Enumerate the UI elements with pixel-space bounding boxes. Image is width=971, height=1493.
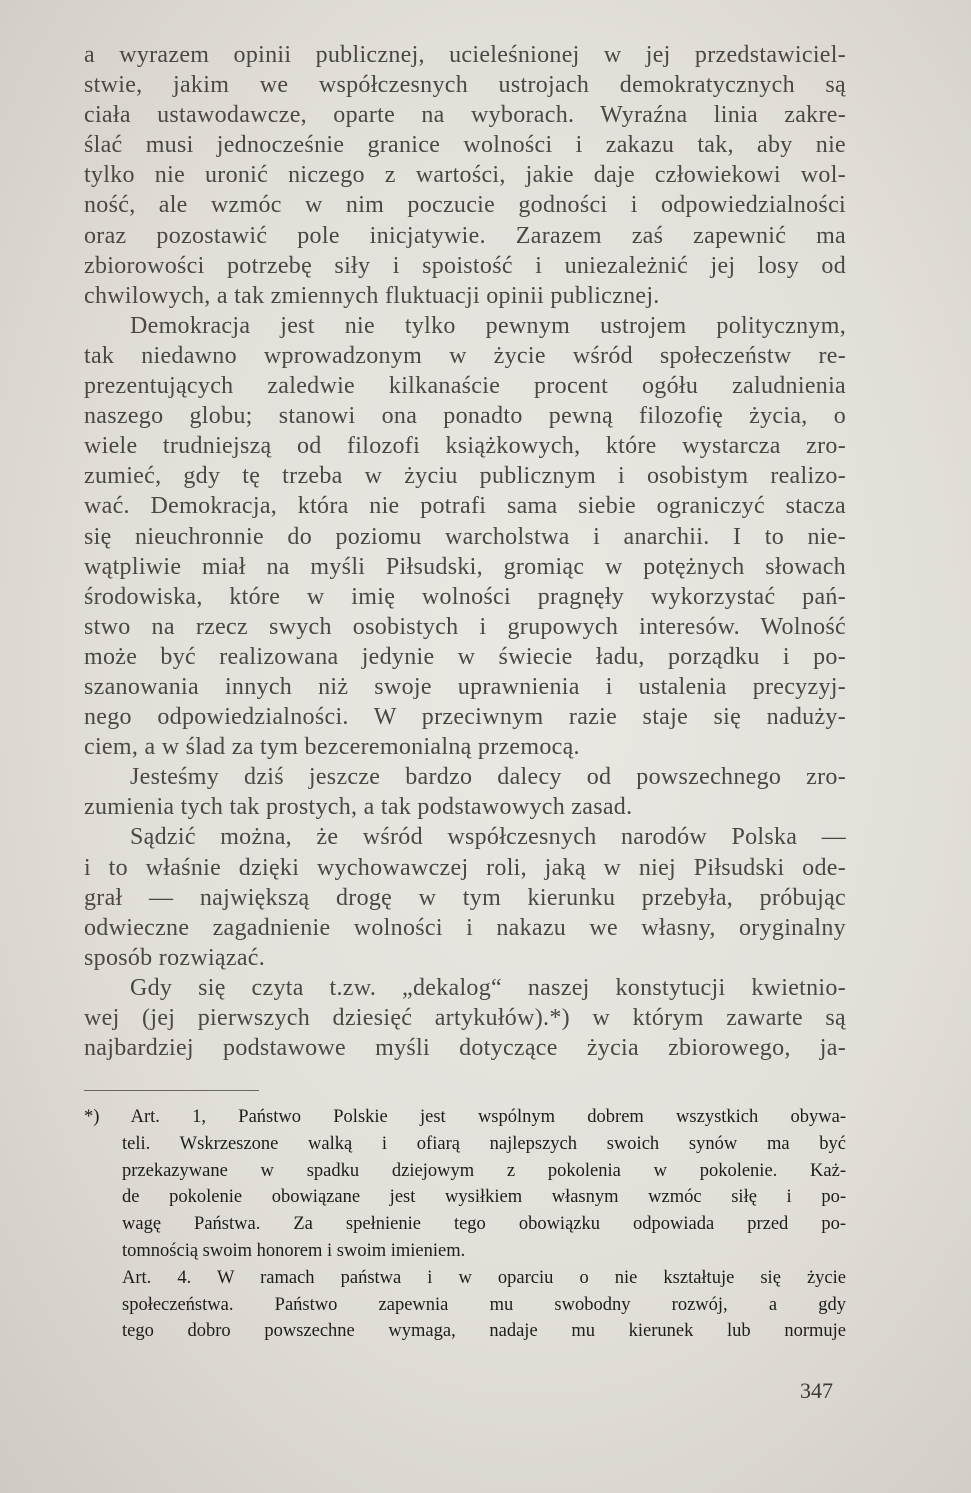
body-line: ślać musi jednocześnie granice wolności i zakazu tak, aby nie	[84, 132, 846, 159]
body-line: a wyrazem opinii publicznej, ucieleśnionej w jej przedstawiciel-	[84, 42, 846, 68]
body-line: środowiska, które w imię wolności pragnęły wykorzystać pań-	[84, 583, 846, 610]
main-text	[84, 40, 846, 1063]
body-line: ciała ustawodawcze, oparte na wyborach. Wyraźna linia zakre-	[84, 102, 846, 129]
body-line: ciem, a w ślad za tym bezceremonialną przemocą.	[84, 734, 580, 761]
footnote-line: de pokolenie obowiązane jest wysiłkiem własnym wzmóc siłę i po-	[122, 1187, 846, 1208]
body-line: Demokracja jest nie tylko pewnym ustrojem politycznym,	[130, 312, 846, 339]
body-line: zumieć, gdy tę trzeba w życiu publicznym i osobistym realizo-	[84, 463, 846, 490]
body-line: Gdy się czyta t.zw. „dekalog“ naszej konstytucji kwietnio-	[130, 974, 846, 1001]
body-line: ność, ale wzmóc w nim poczucie godności i odpowiedzialności	[84, 192, 846, 219]
body-line: Jesteśmy dziś jeszcze bardzo dalecy od powszechnego zro-	[130, 764, 846, 791]
body-line: wej (jej pierwszych dziesięć artykułów).*) w którym zawarte są	[84, 1005, 846, 1031]
body-line: nego odpowiedzialności. W przeciwnym razie staje się naduży-	[84, 704, 846, 731]
footnote-line: tomnością swoim honorem i swoim imieniem.	[122, 1240, 466, 1261]
body-line: sposób rozwiązać.	[84, 944, 266, 971]
body-line: wątpliwie miał na myśli Piłsudski, gromiąc w potężnych słowach	[84, 553, 846, 580]
body-line: się nieuchronnie do poziomu warcholstwa i anarchii. I to nie-	[84, 523, 846, 550]
body-line: wać. Demokracja, która nie potrafi sama siebie ograniczyć stacza	[84, 493, 846, 520]
body-line: najbardziej podstawowe myśli dotyczące życia zbiorowego, ja-	[84, 1035, 846, 1062]
body-line: naszego globu; stanowi ona ponadto pewną filozofię życia, o	[84, 403, 846, 430]
footnote-line: przekazywane w spadku dziejowym z pokolenia w pokolenie. Każ-	[122, 1160, 846, 1181]
body-line: oraz pozostawić pole inicjatywie. Zarazem zaś zapewnić ma	[84, 222, 846, 249]
footnote-line: *) Art. 1, Państwo Polskie jest wspólnym dobrem wszystkich obywa-	[84, 1107, 846, 1127]
body-line: odwieczne zagadnienie wolności i nakazu we własny, oryginalny	[84, 914, 846, 941]
body-line: może być realizowana jedynie w świecie ładu, porządku i po-	[84, 643, 846, 670]
footnote-line: wagę Państwa. Za spełnienie tego obowiązku odpowiada przed po-	[122, 1214, 846, 1235]
body-line: tylko nie uronić niczego z wartości, jakie daje człowiekowi wol-	[84, 162, 846, 189]
body-line: grał — największą drogę w tym kierunku przebyła, próbując	[84, 884, 846, 911]
body-line: stwie, jakim we współczesnych ustrojach demokratycznych są	[84, 72, 846, 99]
footnote	[84, 1104, 846, 1345]
footnote-line: teli. Wskrzeszone walką i ofiarą najlepszych swoich synów ma być	[122, 1133, 846, 1154]
footnote-rule	[84, 1090, 259, 1091]
body-line: prezentujących zaledwie kilkanaście procent ogółu zaludnienia	[84, 373, 846, 400]
footnote-line: Art. 4. W ramach państwa i w oparciu o nie kształtuje się życie	[122, 1267, 846, 1288]
body-line: Sądzić można, że wśród współczesnych narodów Polska —	[130, 824, 846, 851]
footnote-line: tego dobro powszechne wymaga, nadaje mu kierunek lub normuje	[122, 1321, 846, 1342]
body-line: wiele trudniejszą od filozofi książkowych, które wystarcza zro-	[84, 433, 846, 460]
body-line: zumienia tych tak prostych, a tak podstawowych zasad.	[84, 794, 633, 821]
body-line: tak niedawno wprowadzonym w życie wśród społeczeństw re-	[84, 342, 846, 369]
body-line: i to właśnie dzięki wychowawczej roli, jaką w niej Piłsudski ode-	[84, 854, 846, 881]
body-line: zbiorowości potrzebę siły i spoistość i uniezależnić jej losy od	[84, 252, 846, 279]
body-line: chwilowych, a tak zmiennych fluktuacji opinii publicznej.	[84, 282, 660, 309]
footnote-line: społeczeństwa. Państwo zapewnia mu swobodny rozwój, a gdy	[122, 1294, 846, 1315]
page-number: 347	[800, 1378, 833, 1403]
body-line: szanowania innych niż swoje uprawnienia i ustalenia precyzyj-	[84, 673, 846, 700]
body-line: stwo na rzecz swych osobistych i grupowych interesów. Wolność	[84, 613, 846, 640]
